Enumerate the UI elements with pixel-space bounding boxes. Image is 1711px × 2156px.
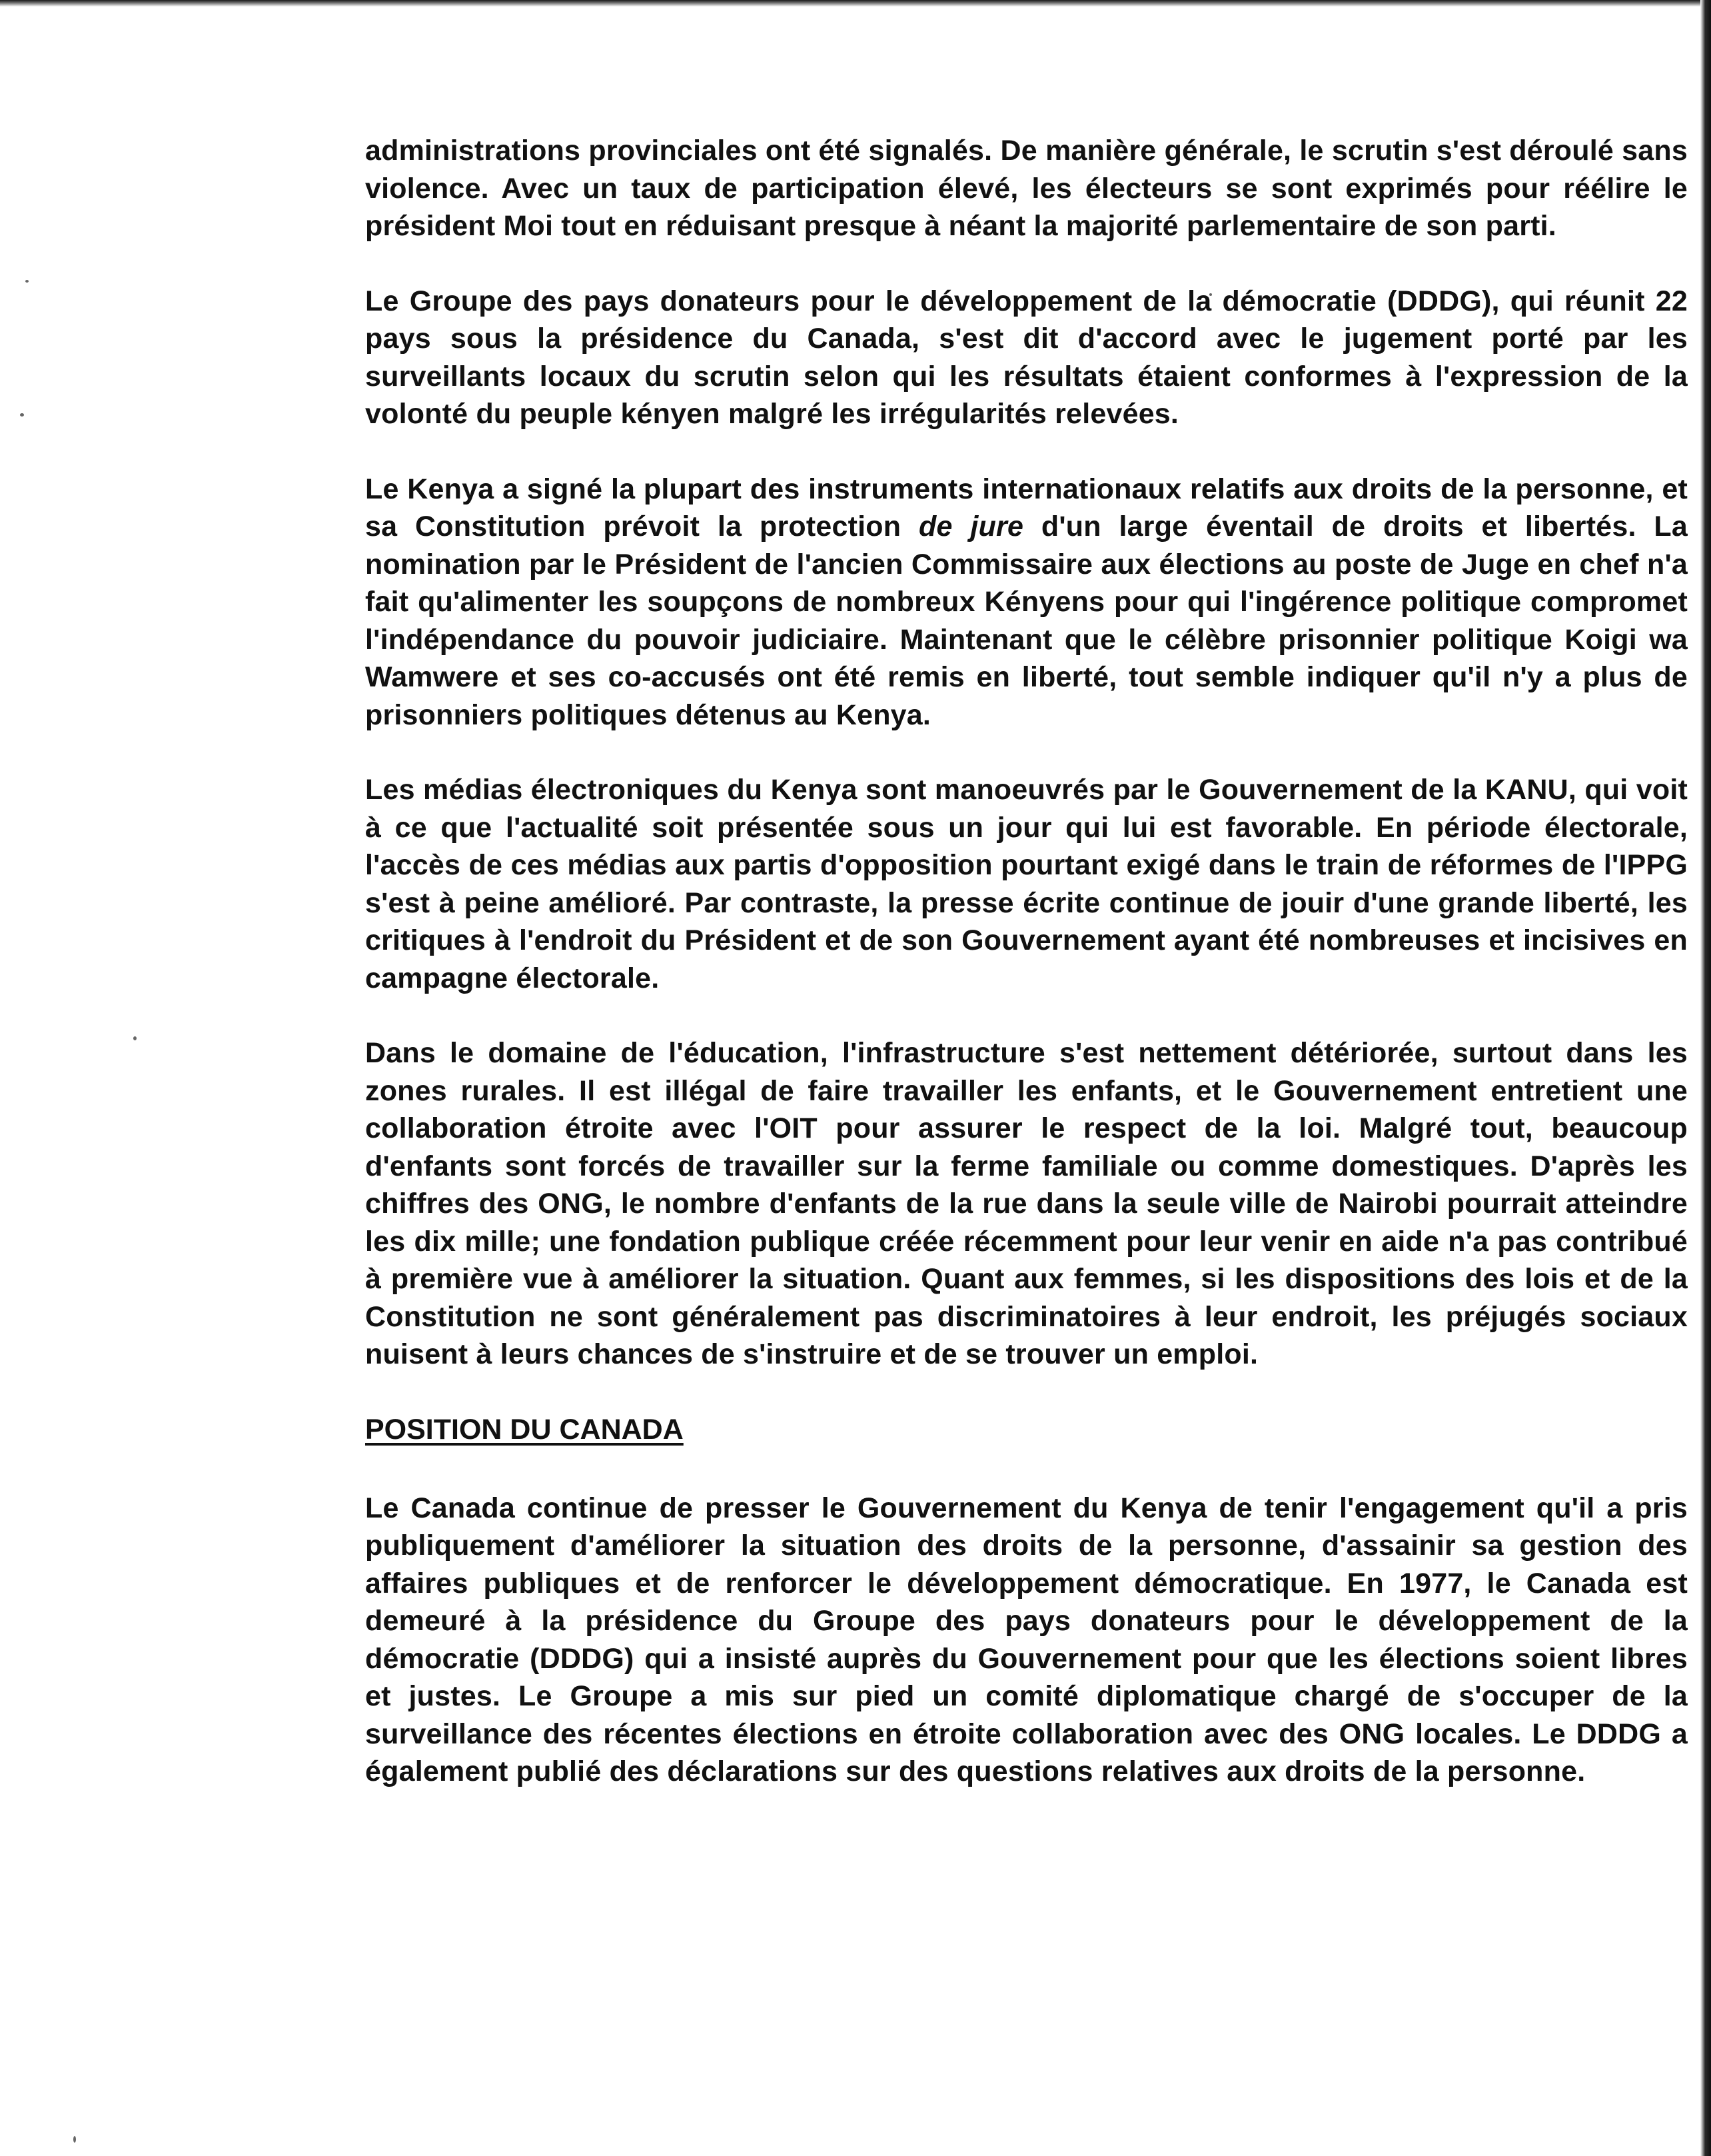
latin-emphasis: de jure	[919, 511, 1024, 542]
scan-speck	[25, 280, 29, 283]
scan-speck	[73, 2136, 76, 2143]
paragraph-education: Dans le domaine de l'éducation, l'infrastructure s'est nettement détériorée, surtout dans les zones rurales. Il est illégal de faire travailler les enfants, et le Gouvernement entretient une collaboration étroite avec l'OIT pour assurer le respect de la loi. Malgré tout, beaucoup d'enfants sont forcés de travailler sur la ferme familiale ou comme domestiques. D'après les chiffres des ONG, le nombre d'enfants de la rue dans la seule ville de Nairobi pourrait atteindre les dix mille; une fondation publique créée récemment pour leur venir en aide n'a pas contribué à première vue à améliorer la situation. Quant aux femmes, si les dispositions des lois et de la Constitution ne sont généralement pas discriminatoires à leur endroit, les préjugés sociaux nuisent à leurs chances de s'instruire et de se trouver un emploi.	[365, 1037, 1688, 1370]
paragraph-media: Les médias électroniques du Kenya sont manoeuvrés par le Gouvernement de la KANU, qui voit à ce que l'actualité soit présentée sous un jour qui lui est favorable. En période électorale, l'accès de ces médias aux partis d'opposition pourtant exigé dans le train de réformes de l'IPPG s'est à peine amélioré. Par contraste, la presse écrite continue de jouir d'une grande liberté, les critiques à l'endroit du Président et de son Gouvernement ayant été nombreuses et incisives en campagne électorale.	[365, 774, 1688, 994]
paragraph-text-segment: Le Kenya a signé la plupart des instruments internationaux relatifs aux droits de la personne, et sa Constitution prévoit la protection	[365, 473, 1688, 542]
document-page	[365, 132, 1688, 1828]
paragraph-text-segment: d'un large éventail de droits et libertés. La nomination par le Président de l'ancien Commissaire aux élections au poste de Juge en chef n'a fait qu'alimenter les soupçons de nombreux Kényens pour qui l'ingérence politique compromet l'indépendance du pouvoir judiciaire. Maintenant que le célèbre prisonnier politique Koigi wa Wamwere et ses co-accusés ont été remis en liberté, tout semble indiquer qu'il n'y a plus de prisonniers politiques détenus au Kenya.	[365, 511, 1688, 731]
section-heading: POSITION DU CANADA	[365, 1413, 684, 1446]
paragraph-canada-position: Le Canada continue de presser le Gouvernement du Kenya de tenir l'engagement qu'il a pris publiquement d'améliorer la situation des droits de la personne, d'assainir sa gestion des affaires publiques et de renforcer le développement démocratique. En 1977, le Canada est demeuré à la présidence du Groupe des pays donateurs pour le développement de la démocratie (DDDG) qui a insisté auprès du Gouvernement pour que les élections soient libres et justes. Le Groupe a mis sur pied un comité diplomatique chargé de s'occuper de la surveillance des récentes élections en étroite collaboration avec des ONG locales. Le DDDG a également publié des déclarations sur des questions relatives aux droits de la personne.	[365, 1492, 1688, 1787]
paragraph-election-outcome: administrations provinciales ont été signalés. De manière générale, le scrutin s'est déroulé sans violence. Avec un taux de participation élevé, les électeurs se sont exprimés pour réélire le président Moi tout en réduisant presque à néant la majorité parlementaire de son parti.	[365, 135, 1688, 242]
paragraph-human-rights	[365, 471, 1688, 734]
scan-speck	[20, 413, 24, 417]
paragraph-dddg: Le Groupe des pays donateurs pour le développement de la démocratie (DDDG), qui réunit 22 pays sous la présidence du Canada, s'est dit d'accord avec le jugement porté par les surveillants locaux du scrutin selon qui les résultats étaient conformes à l'expression de la volonté du peuple kényen malgré les irrégularités relevées.	[365, 285, 1688, 430]
scan-right-edge	[1700, 0, 1711, 2156]
scan-speck	[133, 1036, 137, 1040]
scan-top-edge	[0, 0, 1711, 7]
